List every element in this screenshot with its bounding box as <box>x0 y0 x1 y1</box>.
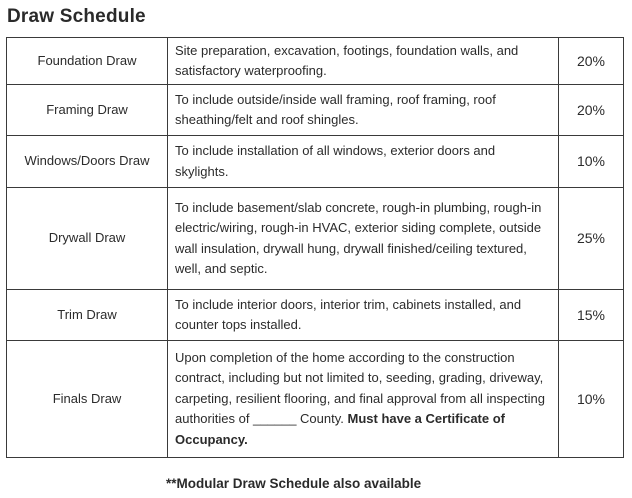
draw-percent-cell: 20% <box>559 85 624 136</box>
draw-description-cell <box>168 38 559 85</box>
draw-percent-cell: 10% <box>559 341 624 458</box>
draw-description-text: To include interior doors, interior trim, cabinets installed, and counter tops installed. <box>175 296 522 332</box>
draw-name-cell: Foundation Draw <box>7 38 168 85</box>
draw-description-bold-text: Must have a Certificate of Occupancy. <box>175 411 505 447</box>
page-title: Draw Schedule <box>7 6 146 27</box>
footnote: **Modular Draw Schedule also available <box>166 476 422 491</box>
draw-name-cell: Framing Draw <box>7 85 168 136</box>
draw-name-cell: Finals Draw <box>7 341 168 458</box>
draw-description-cell <box>168 341 559 458</box>
draw-schedule-table <box>6 37 624 458</box>
draw-percent-cell: 20% <box>559 38 624 85</box>
draw-description-text: To include outside/inside wall framing, roof framing, roof sheathing/felt and roof shingles. <box>175 91 496 127</box>
draw-description-cell <box>168 290 559 341</box>
table-row <box>7 188 624 290</box>
draw-percent-cell: 25% <box>559 188 624 290</box>
draw-description-text: To include installation of all windows, exterior doors and skylights. <box>175 143 496 179</box>
draw-percent-cell: 10% <box>559 136 624 188</box>
draw-description-cell <box>168 85 559 136</box>
table-row <box>7 85 624 136</box>
draw-description-cell <box>168 136 559 188</box>
draw-description-text: Upon completion of the home according to the construction contract, including but not limited to, seeding, grading, driveway, carpeting, resilient flooring, and final approval from all inspecting authorities of ______ County. <box>175 349 545 427</box>
table-row <box>7 38 624 85</box>
draw-description-cell <box>168 188 559 290</box>
draw-name-cell: Windows/Doors Draw <box>7 136 168 188</box>
table-row <box>7 290 624 341</box>
draw-name-cell: Trim Draw <box>7 290 168 341</box>
table-row <box>7 136 624 188</box>
draw-percent-cell: 15% <box>559 290 624 341</box>
table-row <box>7 341 624 458</box>
draw-description-text: To include basement/slab concrete, rough-in plumbing, rough-in electric/wiring, rough-in HVAC, exterior siding complete, outside wall insulation, drywall hung, drywall finished/ceiling textured, well, and septic. <box>175 199 542 276</box>
draw-description-text: Site preparation, excavation, footings, foundation walls, and satisfactory waterproofing. <box>175 42 519 78</box>
draw-name-cell: Drywall Draw <box>7 188 168 290</box>
